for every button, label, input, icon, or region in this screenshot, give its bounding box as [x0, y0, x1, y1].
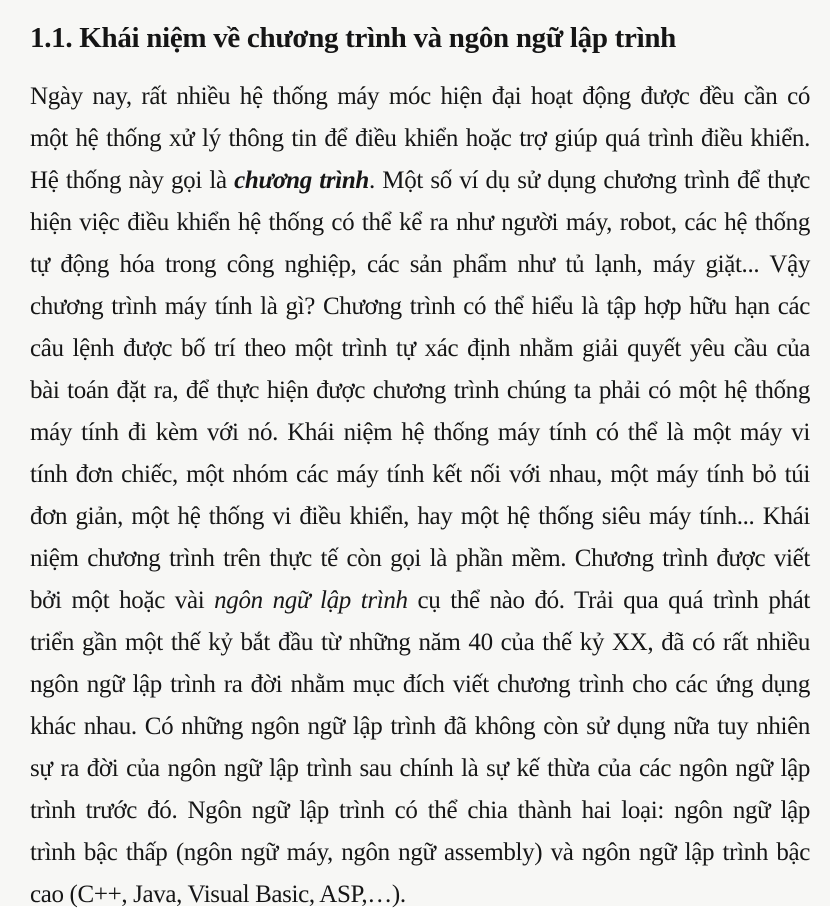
paragraph-line-18: trình trước đó. Ngôn ngữ lập trình có thể chia thành hai loại: ngôn ngữ lập	[30, 797, 810, 824]
section-heading: 1.1. Khái niệm về chương trình và ngôn ngữ lập trình	[30, 22, 676, 54]
paragraph-line-15: ngôn ngữ lập trình ra đời nhằm mục đích viết chương trình cho các ứng dụng	[30, 671, 810, 698]
term-chuong-trinh: chương trình	[234, 167, 369, 194]
paragraph-line-6: chương trình máy tính là gì? Chương trình có thể hiểu là tập hợp hữu hạn các	[30, 293, 810, 320]
paragraph-line-17: sự ra đời của ngôn ngữ lập trình sau chính là sự kế thừa của các ngôn ngữ lập	[30, 755, 810, 782]
paragraph-line-4: hiện việc điều khiển hệ thống có thể kể ra như người máy, robot, các hệ thống	[30, 209, 810, 236]
line13-text-before: bởi một hoặc vài	[30, 587, 215, 614]
term-ngon-ngu-lap-trinh: ngôn ngữ lập trình	[214, 587, 408, 614]
paragraph-line-10: tính đơn chiếc, một nhóm các máy tính kết nối với nhau, một máy tính bỏ túi	[30, 461, 810, 488]
paragraph-line-2: một hệ thống xử lý thông tin để điều khiển hoặc trợ giúp quá trình điều khiển.	[30, 125, 810, 152]
line3-text-before: Hệ thống này gọi là	[30, 167, 235, 194]
body-paragraph	[30, 76, 810, 916]
paragraph-line-16: khác nhau. Có những ngôn ngữ lập trình đã không còn sử dụng nữa tuy nhiên	[30, 713, 810, 740]
line3-text-after: . Một số ví dụ sử dụng chương trình để thực	[368, 167, 810, 194]
paragraph-line-9: máy tính đi kèm với nó. Khái niệm hệ thống máy tính có thể là một máy vi	[30, 419, 810, 446]
paragraph-line-7: câu lệnh được bố trí theo một trình tự xác định nhằm giải quyết yêu cầu của	[30, 335, 810, 362]
paragraph-line-8: bài toán đặt ra, để thực hiện được chương trình chúng ta phải có một hệ thống	[30, 377, 810, 404]
paragraph-line-11: đơn giản, một hệ thống vi điều khiển, hay một hệ thống siêu máy tính... Khái	[30, 503, 810, 530]
paragraph-line-19: trình bậc thấp (ngôn ngữ máy, ngôn ngữ assembly) và ngôn ngữ lập trình bậc	[30, 839, 810, 866]
paragraph-line-13	[30, 580, 810, 622]
paragraph-line-5: tự động hóa trong công nghiệp, các sản phẩm như tủ lạnh, máy giặt... Vậy	[30, 251, 810, 278]
paragraph-line-1: Ngày nay, rất nhiều hệ thống máy móc hiện đại hoạt động được đều cần có	[30, 83, 810, 110]
paragraph-line-20: cao (C++, Java, Visual Basic, ASP,…).	[30, 881, 406, 908]
paragraph-line-3	[30, 160, 810, 202]
paragraph-line-12: niệm chương trình trên thực tế còn gọi là phần mềm. Chương trình được viết	[30, 545, 810, 572]
line13-text-after: cụ thể nào đó. Trải qua quá trình phát	[407, 587, 811, 614]
paragraph-line-14: triển gần một thế kỷ bắt đầu từ những năm 40 của thế kỷ XX, đã có rất nhiều	[30, 629, 810, 656]
